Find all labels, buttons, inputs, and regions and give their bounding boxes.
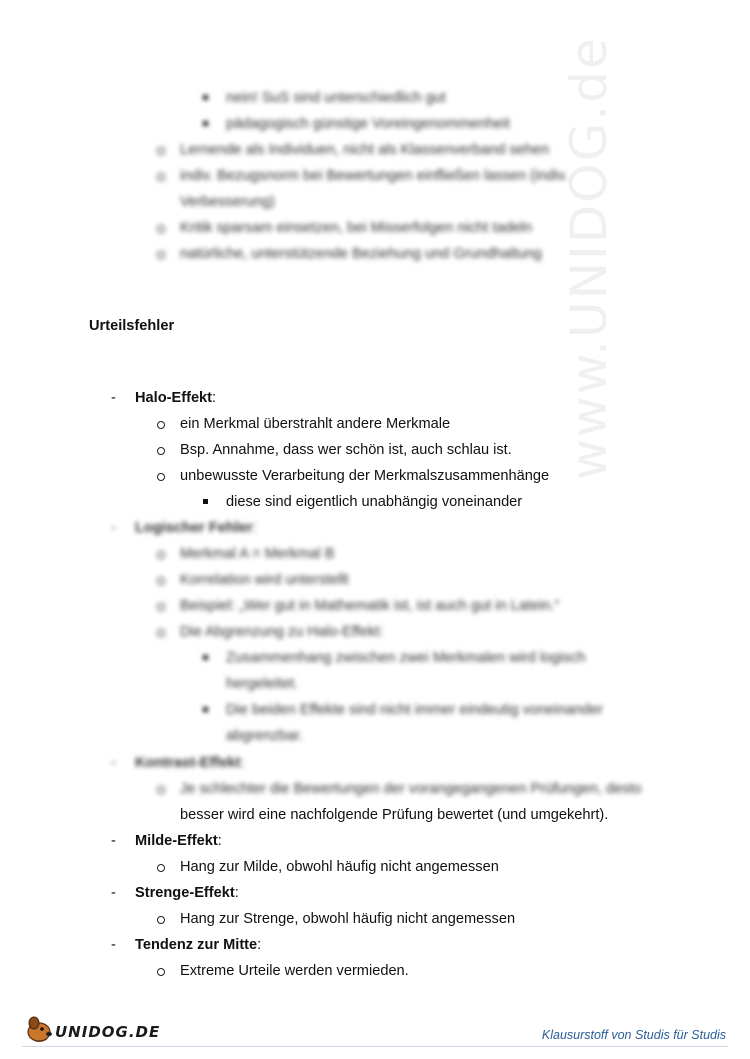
square-bullet	[203, 95, 208, 100]
square-bullet	[203, 707, 208, 712]
halo-title: Halo-Effekt:	[135, 390, 217, 406]
mitte-item: Extreme Urteile werden vermieden.	[180, 963, 409, 979]
kontrast-line: besser wird eine nachfolgende Prüfung bewertet (und umgekehrt).	[180, 807, 609, 823]
circle-bullet	[157, 173, 165, 181]
dash-bullet: -	[111, 885, 116, 901]
circle-bullet	[157, 421, 165, 429]
blurred-line: Lernende als Individuen, nicht als Klassenverband sehen	[180, 142, 550, 158]
circle-bullet	[157, 603, 165, 611]
blurred-line: pädagogisch günstige Voreingenommenheit	[226, 116, 510, 132]
circle-bullet	[157, 577, 165, 585]
halo-item: unbewusste Verarbeitung der Merkmalszusammenhänge	[180, 468, 550, 484]
circle-bullet	[157, 551, 165, 559]
circle-bullet	[157, 225, 165, 233]
logisch-item: Die Abgrenzung zu Halo-Effekt:	[180, 624, 384, 640]
circle-bullet	[157, 147, 165, 155]
circle-bullet	[157, 864, 165, 872]
kontrast-line: Je schlechter die Bewertungen der vorangegangenen Prüfungen, desto	[180, 781, 642, 797]
dash-bullet: -	[111, 937, 116, 953]
square-bullet	[203, 121, 208, 126]
logisch-item: Merkmal A = Merkmal B	[180, 546, 335, 562]
section-heading: Urteilsfehler	[89, 318, 175, 334]
strenge-item: Hang zur Strenge, obwohl häufig nicht angemessen	[180, 911, 516, 927]
milde-item: Hang zur Milde, obwohl häufig nicht angemessen	[180, 859, 499, 875]
circle-bullet	[157, 473, 165, 481]
circle-bullet	[157, 629, 165, 637]
circle-bullet	[157, 786, 165, 794]
square-bullet	[203, 499, 208, 504]
dash-bullet: -	[111, 833, 116, 849]
halo-subitem: diese sind eigentlich unabhängig voneinander	[226, 494, 523, 510]
blurred-line: indiv. Bezugsnorm bei Bewertungen einfließen lassen (indiv.	[180, 168, 569, 184]
logisch-subitem: abgrenzbar.	[226, 728, 304, 744]
logisch-subitem: hergeleitet.	[226, 676, 299, 692]
kontrast-title: Kontrast-Effekt:	[135, 755, 245, 771]
square-bullet	[203, 655, 208, 660]
footer-divider	[22, 1046, 728, 1047]
logisch-subitem: Die beiden Effekte sind nicht immer eindeutig voneinander	[226, 702, 603, 718]
circle-bullet	[157, 251, 165, 259]
footer-tagline: Klausurstoff von Studis für Studis	[541, 1028, 726, 1042]
logisch-subitem: Zusammenhang zwischen zwei Merkmalen wird logisch	[226, 650, 586, 666]
dash-bullet: -	[111, 390, 116, 406]
strenge-title: Strenge-Effekt:	[135, 885, 239, 901]
halo-item: Bsp. Annahme, dass wer schön ist, auch schlau ist.	[180, 442, 512, 458]
blurred-line: natürliche, unterstützende Beziehung und Grundhaltung	[180, 246, 542, 262]
watermark: www.UNIDOG.de	[560, 36, 618, 480]
dash-bullet: -	[111, 520, 116, 536]
footer-logo-text: UNIDOG.DE	[55, 1023, 161, 1041]
logisch-title: Logischer Fehler:	[135, 520, 257, 536]
mitte-title: Tendenz zur Mitte:	[135, 937, 262, 953]
circle-bullet	[157, 916, 165, 924]
halo-item: ein Merkmal überstrahlt andere Merkmale	[180, 416, 451, 432]
dash-bullet: -	[111, 755, 116, 771]
milde-title: Milde-Effekt:	[135, 833, 222, 849]
circle-bullet	[157, 447, 165, 455]
circle-bullet	[157, 968, 165, 976]
logisch-item: Korrelation wird unterstellt	[180, 572, 349, 588]
logisch-item: Beispiel: „Wer gut in Mathematik ist, ist auch gut in Latein.“	[180, 598, 560, 614]
blurred-line: Verbesserung)	[180, 194, 275, 210]
blurred-line: nein! SuS sind unterschiedlich gut	[226, 90, 446, 106]
blurred-line: Kritik sparsam einsetzen, bei Misserfolgen nicht tadeln	[180, 220, 533, 236]
